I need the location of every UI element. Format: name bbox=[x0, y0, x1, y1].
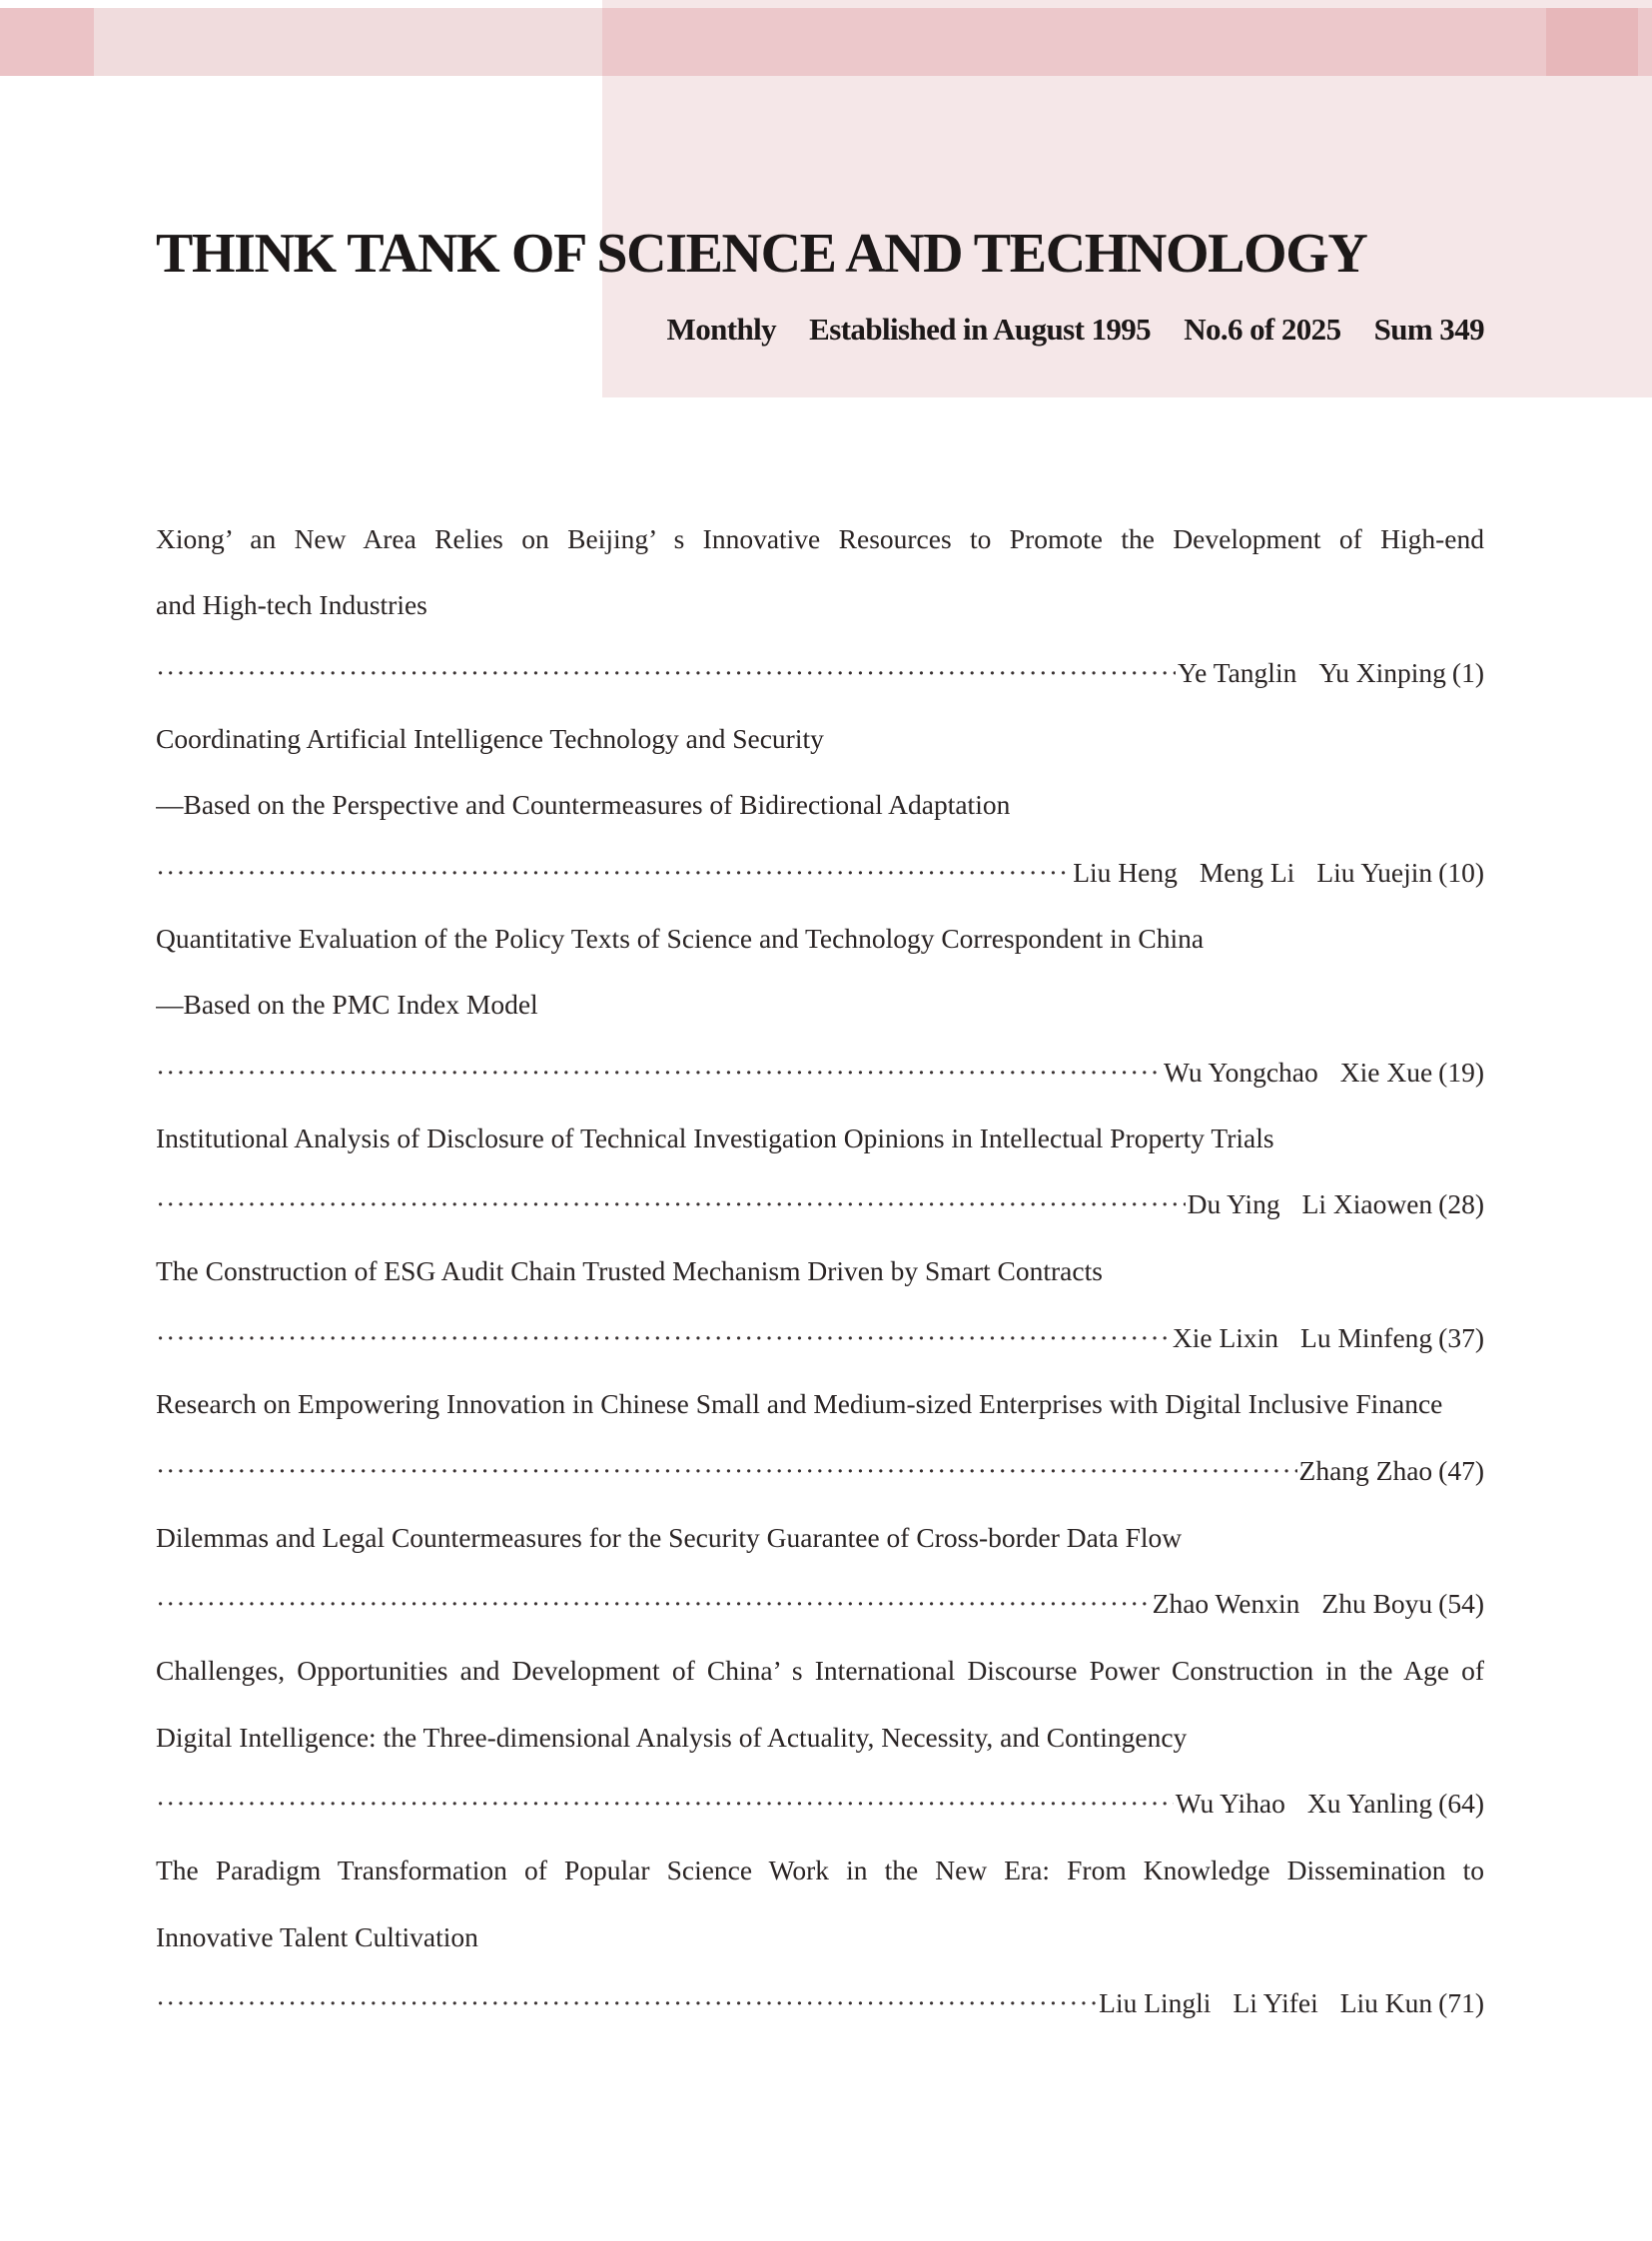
journal-title: THINK TANK OF SCIENCE AND TECHNOLOGY bbox=[156, 223, 1367, 285]
author: Zhao Wenxin bbox=[1152, 1588, 1300, 1619]
article-title-line[interactable]: Coordinating Artificial Intelligence Technology and Security bbox=[156, 723, 824, 754]
author: Zhu Boyu bbox=[1321, 1588, 1433, 1619]
issue-frequency: Monthly bbox=[666, 312, 777, 347]
article-title-line[interactable]: Quantitative Evaluation of the Policy Texts of Science and Technology Correspondent in China bbox=[156, 923, 1205, 954]
author: Xu Yanling bbox=[1306, 1788, 1433, 1819]
article-title-line[interactable]: Research on Empowering Innovation in Chinese Small and Medium-sized Enterprises with Digital Inclusive Finance bbox=[156, 1388, 1443, 1419]
author: Wu Yongchao bbox=[1164, 1057, 1318, 1088]
article-authors bbox=[1071, 855, 1432, 891]
dot-leader bbox=[156, 1586, 1151, 1622]
author: Meng Li bbox=[1199, 857, 1295, 888]
article-title-line[interactable]: Dilemmas and Legal Countermeasures for the Security Guarantee of Cross-border Data Flow bbox=[156, 1522, 1183, 1553]
article-author-line bbox=[156, 1453, 1484, 1489]
dot-leader bbox=[156, 1186, 1186, 1222]
article-authors bbox=[1151, 1586, 1433, 1622]
article-page-number[interactable]: (71) bbox=[1438, 1987, 1484, 2018]
article-title-line[interactable]: Challenges, Opportunities and Development of China’ s International Discourse Power Construction in the Age of bbox=[156, 1655, 1484, 1686]
article-authors bbox=[1297, 1453, 1433, 1489]
issue-info bbox=[667, 312, 1484, 348]
article-authors bbox=[1171, 1320, 1432, 1356]
article-author-line bbox=[156, 1186, 1484, 1222]
article-title-line[interactable]: Innovative Talent Cultivation bbox=[156, 1921, 478, 1952]
author: Zhang Zhao bbox=[1298, 1455, 1433, 1486]
dot-leader bbox=[156, 1786, 1174, 1822]
article-title-line[interactable]: Xiong’ an New Area Relies on Beijing’ s Innovative Resources to Promote the Development of High-end bbox=[156, 523, 1484, 554]
author: Du Ying bbox=[1187, 1188, 1280, 1219]
issue-established: Established in August 1995 bbox=[809, 312, 1152, 347]
article-title-line[interactable]: Digital Intelligence: the Three-dimensional Analysis of Actuality, Necessity, and Contingency bbox=[156, 1722, 1188, 1753]
author: Lu Minfeng bbox=[1300, 1322, 1433, 1353]
article-page-number[interactable]: (64) bbox=[1438, 1788, 1484, 1819]
issue-number: No.6 of 2025 bbox=[1184, 312, 1341, 347]
article-subtitle-line[interactable]: —Based on the Perspective and Countermeasures of Bidirectional Adaptation bbox=[156, 789, 1011, 820]
article-authors bbox=[1186, 1186, 1433, 1222]
article-author-line bbox=[156, 1055, 1484, 1091]
article-page-number[interactable]: (47) bbox=[1438, 1455, 1484, 1486]
top-panel-color-block bbox=[602, 8, 1652, 76]
top-left-color-block bbox=[0, 8, 94, 76]
author: Xie Xue bbox=[1339, 1057, 1433, 1088]
article-page-number[interactable]: (37) bbox=[1438, 1322, 1484, 1353]
article-title-line[interactable]: and High-tech Industries bbox=[156, 589, 427, 620]
dot-leader bbox=[156, 1320, 1171, 1356]
author: Wu Yihao bbox=[1175, 1788, 1285, 1819]
article-authors bbox=[1097, 1985, 1432, 2021]
author: Ye Tanglin bbox=[1178, 657, 1297, 688]
article-author-line bbox=[156, 1320, 1484, 1356]
author: Li Yifei bbox=[1233, 1987, 1318, 2018]
article-page-number[interactable]: (19) bbox=[1438, 1057, 1484, 1088]
article-author-line bbox=[156, 1786, 1484, 1822]
article-title-line[interactable]: The Construction of ESG Audit Chain Trusted Mechanism Driven by Smart Contracts bbox=[156, 1255, 1103, 1286]
author: Liu Yuejin bbox=[1316, 857, 1433, 888]
author: Li Xiaowen bbox=[1301, 1188, 1433, 1219]
author: Liu Kun bbox=[1339, 1987, 1433, 2018]
dot-leader bbox=[156, 855, 1071, 891]
article-author-line bbox=[156, 855, 1484, 891]
dot-leader bbox=[156, 1985, 1097, 2021]
article-authors bbox=[1176, 655, 1446, 691]
article-author-line bbox=[156, 1985, 1484, 2021]
top-right-color-block bbox=[1546, 8, 1638, 76]
article-authors bbox=[1174, 1786, 1432, 1822]
article-page-number[interactable]: (1) bbox=[1451, 657, 1484, 688]
article-authors bbox=[1162, 1055, 1432, 1091]
dot-leader bbox=[156, 1055, 1162, 1091]
issue-sum: Sum 349 bbox=[1373, 312, 1484, 347]
article-page-number[interactable]: (54) bbox=[1438, 1588, 1484, 1619]
article-subtitle-line[interactable]: —Based on the PMC Index Model bbox=[156, 989, 538, 1020]
article-title-line[interactable]: Institutional Analysis of Disclosure of Technical Investigation Opinions in Intellectual Property Trials bbox=[156, 1122, 1274, 1153]
article-page-number[interactable]: (10) bbox=[1438, 857, 1484, 888]
author: Liu Heng bbox=[1073, 857, 1178, 888]
author: Liu Lingli bbox=[1099, 1987, 1212, 2018]
dot-leader bbox=[156, 1453, 1297, 1489]
author: Yu Xinping bbox=[1318, 657, 1446, 688]
article-author-line bbox=[156, 1586, 1484, 1622]
article-author-line bbox=[156, 655, 1484, 691]
author: Xie Lixin bbox=[1172, 1322, 1279, 1353]
article-title-line[interactable]: The Paradigm Transformation of Popular Science Work in the New Era: From Knowledge Dissemination to bbox=[156, 1855, 1484, 1885]
dot-leader bbox=[156, 655, 1176, 691]
article-page-number[interactable]: (28) bbox=[1438, 1188, 1484, 1219]
